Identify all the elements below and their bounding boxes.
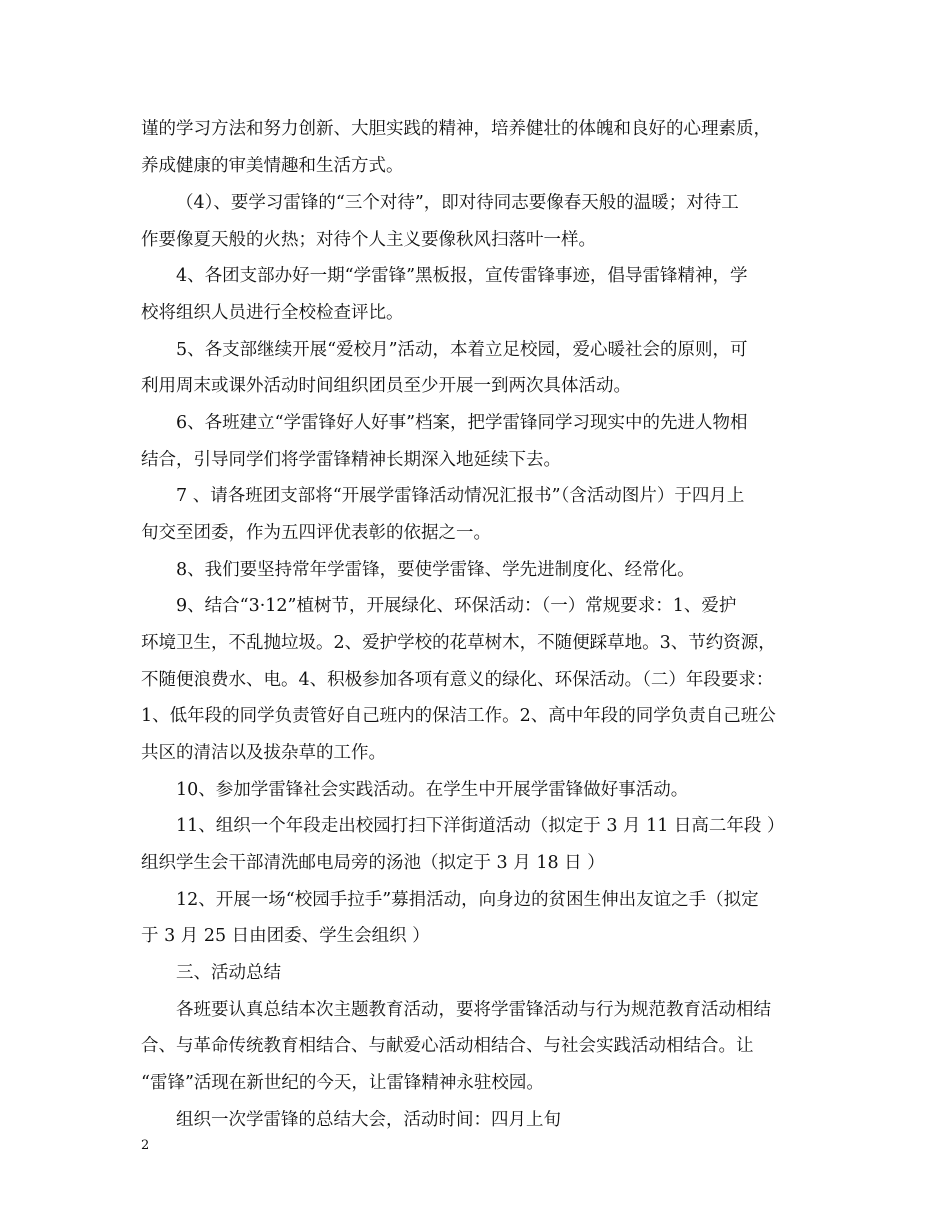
text-line: 作要像夏天般的火热；对待个人主义要像秋风扫落叶一样。 <box>141 230 596 250</box>
text-line: 1、低年段的同学负责管好自己班内的保洁工作。2、高中年段的同学负责自己班公 <box>141 706 776 726</box>
text-line: 合、与革命传统教育相结合、与献爱心活动相结合、与社会实践活动相结合。让 <box>141 1036 754 1056</box>
text-line: 谨的学习方法和努力创新、大胆实践的精神，培养健壮的体魄和良好的心理素质， <box>141 119 771 139</box>
text-line: 8、我们要坚持常年学雷锋，要使学雷锋、学先进制度化、经常化。 <box>176 560 695 580</box>
text-line: 组织学生会干部清洗邮电局旁的汤池（拟定于 3 月 18 日 ） <box>141 853 605 873</box>
text-line: 11、组织一个年段走出校园打扫下洋街道活动（拟定于 3 月 11 日高二年段 ） <box>176 816 785 836</box>
text-line: 养成健康的审美情趣和生活方式。 <box>141 156 404 176</box>
text-line: 环境卫生，不乱抛垃圾。2、爱护学校的花草树木，不随便踩草地。3、节约资源， <box>141 633 776 653</box>
text-line: （4）、要学习雷锋的“三个对待”，即对待同志要像春天般的温暖；对待工 <box>176 193 739 213</box>
text-line: 12、开展一场“校园手拉手”募捐活动，向身边的贫困生伸出友谊之手（拟定 <box>176 890 759 910</box>
text-line: 旬交至团委，作为五四评优表彰的依据之一。 <box>141 523 491 543</box>
text-line: 6、各班建立“学雷锋好人好事”档案，把学雷锋同学习现实中的先进人物相 <box>176 413 748 433</box>
text-line: 4、各团支部办好一期“学雷锋”黑板报，宣传雷锋事迹，倡导雷锋精神，学 <box>176 266 748 286</box>
text-line: 不随便浪费水、电。4、积极参加各项有意义的绿化、环保活动。（二）年段要求： <box>141 670 774 690</box>
text-line: 7 、请各班团支部将“开展学雷锋活动情况汇报书”（含活动图片）于四月上 <box>176 486 745 506</box>
section-heading: 三、活动总结 <box>176 963 281 983</box>
text-line: 结合，引导同学们将学雷锋精神长期深入地延续下去。 <box>141 450 561 470</box>
text-line: “雷锋”活现在新世纪的今天，让雷锋精神永驻校园。 <box>141 1073 544 1093</box>
text-line: 9、结合“3·12”植树节，开展绿化、环保活动：（一）常规要求：1、爱护 <box>176 596 737 616</box>
text-line: 校将组织人员进行全校检查评比。 <box>141 303 404 323</box>
text-line: 共区的清洁以及拔杂草的工作。 <box>141 743 386 763</box>
text-line: 10、参加学雷锋社会实践活动。在学生中开展学雷锋做好事活动。 <box>176 780 689 800</box>
text-line: 组织一次学雷锋的总结大会，活动时间：四月上旬 <box>176 1110 561 1130</box>
text-line: 于 3 月 25 日由团委、学生会组织 ） <box>141 926 430 946</box>
text-line: 5、各支部继续开展“爱校月”活动，本着立足校园，爱心暖社会的原则，可 <box>176 340 748 360</box>
text-line: 利用周末或课外活动时间组织团员至少开展一到两次具体活动。 <box>141 376 631 396</box>
page-number: 2 <box>141 1138 150 1153</box>
text-line: 各班要认真总结本次主题教育活动，要将学雷锋活动与行为规范教育活动相结 <box>176 1000 771 1020</box>
